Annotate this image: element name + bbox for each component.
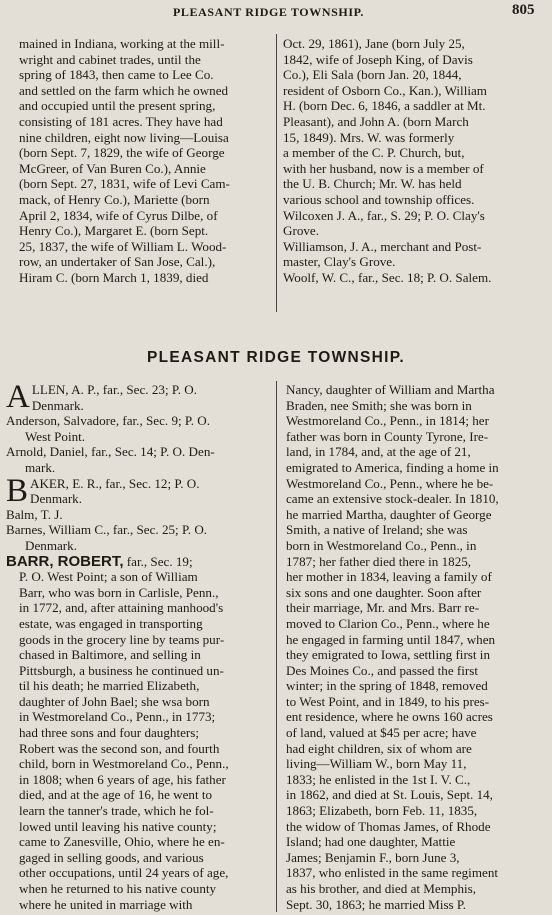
text-line: Wilcoxen J. A., far., S. 29; P. O. Clay's bbox=[283, 207, 485, 223]
text-line: Henry Co.), Margaret E. (born Sept. bbox=[19, 223, 209, 239]
text-line: emigrated to America, finding a home in bbox=[286, 459, 499, 475]
text-line: McGreer, of Van Buren Co.), Annie bbox=[19, 160, 206, 176]
text-line: the widow of Thomas James, of Rhode bbox=[286, 818, 491, 834]
text-line: consisting of 181 acres. They have had bbox=[19, 113, 223, 129]
text-line: and occupied until the present spring, bbox=[19, 98, 216, 114]
text-line: he engaged in farming until 1847, when bbox=[286, 631, 496, 647]
top-right-column bbox=[283, 36, 542, 286]
text-line: a member of the C. P. Church, but, bbox=[283, 145, 465, 161]
text-line: had eight children, six of whom are bbox=[286, 740, 472, 756]
text-line: came to Zanesville, Ohio, where he en- bbox=[19, 834, 225, 850]
text-line: lowed until leaving his native county; bbox=[19, 818, 217, 834]
text-line: Grove. bbox=[283, 223, 319, 239]
text-line: Pittsburgh, a business he continued un- bbox=[19, 662, 224, 678]
text-line: Williamson, J. A., merchant and Post- bbox=[283, 238, 482, 254]
running-title: PLEASANT RIDGE TOWNSHIP. bbox=[173, 5, 365, 19]
bottom-left-column bbox=[6, 379, 268, 912]
text-line: other occupations, until 24 years of age, bbox=[19, 865, 229, 881]
text-line: where he united in marriage with bbox=[19, 896, 193, 912]
text-line: child, born in Westmoreland Co., Penn., bbox=[19, 756, 229, 772]
column-divider bbox=[276, 381, 277, 912]
text-line: living—William W., born May 11, bbox=[286, 756, 467, 772]
text-line: Co.), Eli Sala (born Jan. 20, 1844, bbox=[283, 67, 462, 83]
text-line: (born Sept. 7, 1829, the wife of George bbox=[19, 145, 225, 161]
entry-balm bbox=[6, 507, 268, 523]
text-line: daughter of John Bael; she wsa born bbox=[19, 693, 210, 709]
text-line: mack, of Henry Co.), Mariette (born bbox=[19, 191, 210, 207]
text-line: Nancy, daughter of William and Martha bbox=[286, 382, 495, 397]
entry-allen bbox=[6, 379, 268, 415]
text-line: (born Sept. 27, 1831, wife of Levi Cam- bbox=[19, 176, 230, 192]
text-line: in 1772, and, after attaining manhood's bbox=[19, 600, 224, 616]
text-line: spring of 1843, then came to Lee Co. bbox=[19, 67, 214, 83]
text-line: Pleasant), and John A. (born March bbox=[283, 113, 469, 129]
text-line: died, and at the age of 16, he went to bbox=[19, 787, 213, 803]
text-line: of land, valued at $45 per acre; have bbox=[286, 725, 477, 741]
text-line: as his brother, and died at Memphis, bbox=[286, 881, 477, 896]
dropcap-b: B bbox=[6, 472, 29, 509]
text-line: Hiram C. (born March 1, 1839, died bbox=[19, 269, 209, 285]
text-line: Woolf, W. C., far., Sec. 18; P. O. Salem. bbox=[283, 269, 492, 285]
entry-anderson bbox=[6, 413, 268, 444]
entry-barr bbox=[6, 554, 268, 913]
text-line: in 1862, and died at St. Louis, Sept. 14, bbox=[286, 787, 493, 803]
entry-line: Arnold, Daniel, far., Sec. 14; P. O. Den- bbox=[6, 444, 215, 460]
entry-baker bbox=[6, 472, 268, 509]
text-line: he married Martha, daughter of George bbox=[286, 506, 492, 522]
text-line: they emigrated to Iowa, settling first in bbox=[286, 647, 490, 663]
text-line: born in Westmoreland Co., Penn., in bbox=[286, 537, 477, 553]
text-line: mained in Indiana, working at the mill- bbox=[19, 36, 225, 51]
text-line: six sons and one daughter. Soon after bbox=[286, 584, 482, 600]
text-line: Westmoreland Co., Penn., in 1814; her bbox=[286, 413, 489, 429]
entry-arnold bbox=[6, 444, 268, 475]
text-line: their marriage, Mr. and Mrs. Barr re- bbox=[286, 600, 480, 616]
text-line: H. (born Dec. 6, 1846, a saddler at Mt. bbox=[283, 98, 486, 114]
entry-line bbox=[6, 554, 268, 570]
entry-line: LLEN, A. P., far., Sec. 23; P. O. bbox=[31, 382, 197, 397]
entry-barnes bbox=[6, 522, 268, 553]
entry-line: West Point. bbox=[25, 428, 86, 444]
text-line: April 2, 1834, wife of Cyrus Dilbe, of bbox=[19, 207, 218, 223]
text-line: 15, 1849). Mrs. W. was formerly bbox=[283, 129, 455, 145]
text-line: the U. B. Church; Mr. W. has held bbox=[283, 176, 462, 192]
text-line: father was born in County Tyrone, Ire- bbox=[286, 428, 489, 444]
text-line: and settled on the farm which he owned bbox=[19, 82, 229, 98]
text-line: goods in the grocery line by teams pur- bbox=[19, 631, 225, 647]
page-number: 805 bbox=[512, 2, 535, 18]
entry-line: mark. bbox=[25, 459, 56, 475]
text-line: Smith, a native of Ireland; she was bbox=[286, 522, 468, 538]
entry-line: Denmark. bbox=[25, 537, 77, 553]
entry-line: Balm, T. J. bbox=[6, 506, 63, 522]
text-line: in Westmoreland Co., Penn., in 1773; bbox=[19, 709, 216, 725]
text-line: estate, was engaged in transporting bbox=[19, 615, 203, 631]
text-line: Des Moines Co., and passed the first bbox=[286, 662, 479, 678]
top-left-column bbox=[19, 36, 267, 286]
text-line: various school and township offices. bbox=[283, 191, 475, 207]
text-line: master, Clay's Grove. bbox=[283, 254, 396, 270]
text-line: 1787; her father died there in 1825, bbox=[286, 553, 472, 569]
barr-biography bbox=[6, 569, 268, 912]
text-line: Braden, nee Smith; she was born in bbox=[286, 397, 472, 413]
dropcap-a: A bbox=[6, 379, 30, 415]
text-line: with her husband, now is a member of bbox=[283, 160, 484, 176]
text-line: 1833; he enlisted in the 1st I. V. C., bbox=[286, 771, 471, 787]
text-line: ent residence, where he owns 160 acres bbox=[286, 709, 493, 725]
text-line: wright and cabinet trades, until the bbox=[19, 51, 201, 67]
text-line: 1863; Elizabeth, born Feb. 11, 1835, bbox=[286, 803, 478, 819]
text-line: learn the tanner's trade, which he fol- bbox=[19, 803, 214, 819]
text-line: Island; had one daughter, Mattie bbox=[286, 834, 456, 850]
entry-line: Denmark. bbox=[30, 491, 83, 507]
text-line: chased in Baltimore, and selling in bbox=[19, 647, 201, 663]
column-divider bbox=[276, 34, 277, 312]
text-line: Westmoreland Co., Penn., where he be- bbox=[286, 475, 494, 491]
text-line: gaged in selling goods, and various bbox=[19, 849, 204, 865]
text-line: P. O. West Point; a son of William bbox=[19, 569, 198, 585]
section-heading: PLEASANT RIDGE TOWNSHIP. bbox=[147, 349, 405, 366]
text-line: 1837, who enlisted in the same regiment bbox=[286, 865, 498, 881]
text-line: Robert was the second son, and fourth bbox=[19, 740, 220, 756]
text-line: came an extensive stock-dealer. In 1810, bbox=[286, 491, 499, 507]
text-line: 25, 1837, the wife of William L. Wood- bbox=[19, 238, 227, 254]
text-line: 1842, wife of Joseph King, of Davis bbox=[283, 51, 473, 67]
text-line: in 1808; when 6 years of age, his father bbox=[19, 771, 226, 787]
text-line: winter; in the spring of 1848, removed bbox=[286, 678, 488, 694]
text-line: had three sons and four daughters; bbox=[19, 725, 199, 741]
text-line: her mother in 1834, leaving a family of bbox=[286, 569, 492, 585]
surname-barr: BARR, ROBERT, bbox=[6, 552, 124, 570]
bottom-right-column bbox=[286, 382, 544, 912]
entry-line: Barnes, William C., far., Sec. 25; P. O. bbox=[6, 522, 208, 538]
text-line: Sept. 30, 1863; he married Miss P. bbox=[286, 896, 467, 912]
text-line: moved to Clarion Co., Penn., where he bbox=[286, 615, 490, 631]
entry-line: Denmark. bbox=[31, 397, 84, 413]
text-line: land, in 1784, and, at the age of 21, bbox=[286, 444, 471, 460]
text-line: resident of Osborn Co., Kan.), William bbox=[283, 82, 487, 98]
text-line: James; Benjamin F., born June 3, bbox=[286, 849, 460, 865]
text-line: to West Point, and in 1849, to his pres- bbox=[286, 693, 490, 709]
text-line: Oct. 29, 1861), Jane (born July 25, bbox=[283, 36, 465, 51]
text-line: when he returned to his native county bbox=[19, 881, 217, 896]
entry-line: AKER, E. R., far., Sec. 12; P. O. bbox=[30, 475, 200, 491]
text-line: row, an undertaker of San Jose, Cal.), bbox=[19, 254, 216, 270]
entry-text: far., Sec. 19; bbox=[123, 553, 193, 569]
text-line: Barr, who was born in Carlisle, Penn., bbox=[19, 584, 219, 600]
entry-line: Anderson, Salvadore, far., Sec. 9; P. O. bbox=[6, 413, 211, 429]
text-line: til his death; he married Elizabeth, bbox=[19, 678, 200, 694]
text-line: nine children, eight now living—Louisa bbox=[19, 129, 229, 145]
